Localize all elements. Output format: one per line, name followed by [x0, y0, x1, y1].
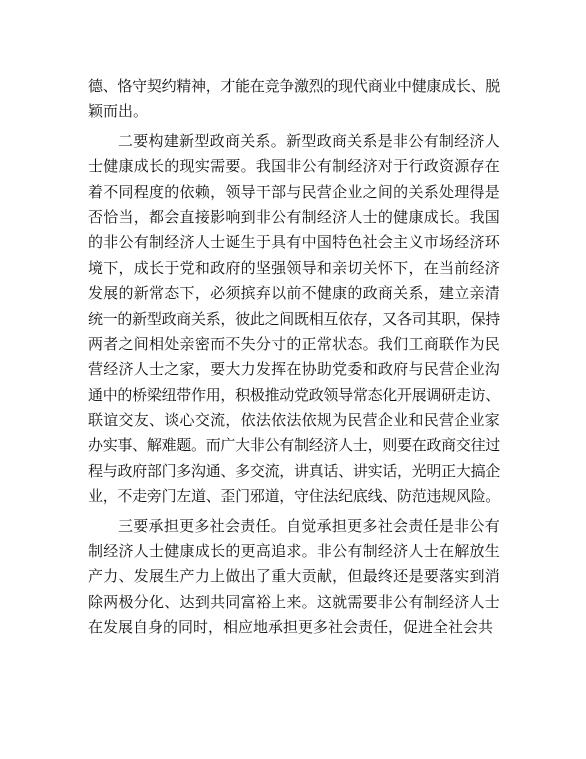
paragraph [88, 514, 500, 641]
text-line: 发展的新常态下，必须摈弃以前不健康的政商关系，建立亲清 [88, 284, 500, 303]
text-line: 通中的桥梁纽带作用，积极推动党政领导常态化开展调研走访、 [88, 385, 500, 404]
text-line: 二要构建新型政商关系。新型政商关系是非公有制经济人 [118, 131, 500, 150]
text-line: 联谊交友、谈心交流，依法依法依规为民营企业和民营企业家 [88, 411, 500, 430]
text-line: 颖而出。 [88, 102, 149, 121]
paragraph [88, 129, 500, 510]
text-line: 统一的新型政商关系，彼此之间既相互依存，又各司其职，保持 [88, 309, 500, 328]
paragraph [88, 74, 500, 125]
text-line: 在发展自身的同时，相应地承担更多社会责任，促进全社会共 [88, 618, 494, 637]
text-line: 着不同程度的依赖，领导干部与民营企业之间的关系处理得是 [88, 182, 500, 201]
text-line: 两者之间相处亲密而不失分寸的正常状态。我们工商联作为民 [88, 334, 500, 353]
text-line: 德、恪守契约精神，才能在竞争激烈的现代商业中健康成长、脱 [88, 77, 500, 95]
text-line: 办实事、解难题。而广大非公有制经济人士，则要在政商交往过 [88, 436, 500, 455]
text-line: 程与政府部门多沟通、多交流，讲真话、讲实话，光明正大搞企 [88, 461, 500, 480]
text-line: 除两极分化、达到共同富裕上来。这就需要非公有制经济人士 [88, 592, 500, 611]
text-line: 营经济人士之家，要大力发挥在协助党委和政府与民营企业沟 [88, 360, 500, 379]
text-line: 业，不走旁门左道、歪门邪道，守住法纪底线、防范违规风险。 [88, 487, 500, 506]
text-line: 产力、发展生产力上做出了重大贡献，但最终还是要落实到消 [88, 567, 500, 586]
text-line: 士健康成长的现实需要。我国非公有制经济对于行政资源存在 [88, 157, 500, 176]
text-line: 的非公有制经济人士诞生于具有中国特色社会主义市场经济环 [88, 233, 500, 252]
text-line: 三要承担更多社会责任。自觉承担更多社会责任是非公有 [118, 516, 500, 535]
text-line: 否恰当，都会直接影响到非公有制经济人士的健康成长。我国 [88, 207, 500, 226]
document-body [88, 74, 500, 641]
text-line: 制经济人士健康成长的更高追求。非公有制经济人士在解放生 [88, 542, 500, 561]
text-line: 境下，成长于党和政府的坚强领导和亲切关怀下，在当前经济 [88, 258, 500, 277]
